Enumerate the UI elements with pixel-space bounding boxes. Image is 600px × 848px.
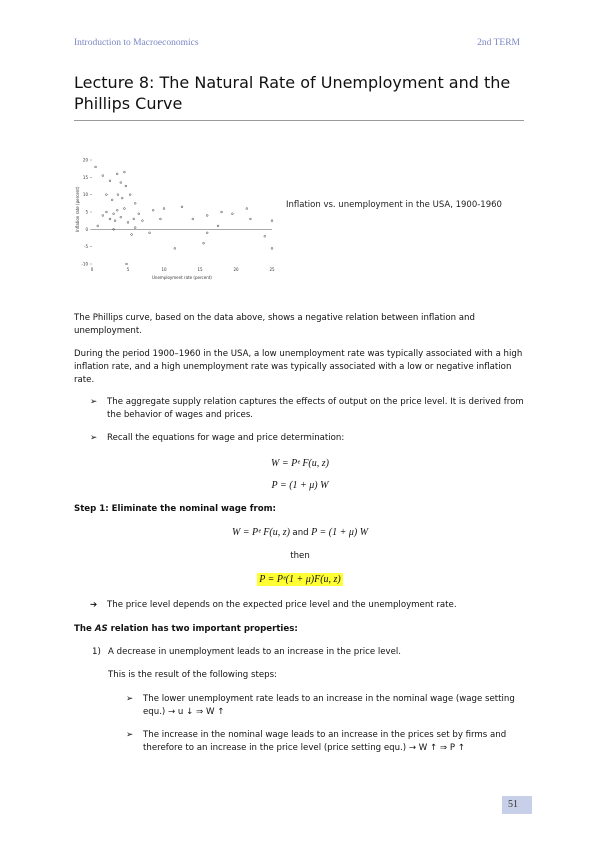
data-point [134, 202, 136, 204]
x-tick-label: 25 [269, 267, 275, 272]
equation-as-relation: P = Pᵉ(1 + μ)F(u, z) [259, 574, 341, 585]
x-tick-label: 0 [90, 267, 94, 272]
data-point [149, 232, 151, 234]
data-point [217, 225, 219, 227]
data-point [114, 220, 116, 222]
x-axis-label: Unemployment rate (percent) [152, 275, 212, 280]
equation-wage-inline: W = Pᵉ F(u, z) [231, 527, 290, 538]
data-point [109, 218, 111, 220]
y-axis-label: Inflation rate (percent) [75, 186, 80, 232]
data-point [246, 208, 248, 210]
data-point [102, 175, 104, 177]
list-item-1-text: A decrease in unemployment leads to an increase in the price level. [108, 647, 402, 657]
title-divider [74, 120, 524, 121]
bullet-marker: ➢ [90, 433, 98, 443]
sub-bullet-price [126, 729, 531, 755]
data-point [116, 173, 118, 175]
bullet-marker: ➢ [126, 694, 134, 704]
step1-heading: Step 1: Eliminate the nominal wage from: [74, 504, 276, 514]
header-term: 2nd TERM [477, 38, 520, 48]
data-point [120, 182, 122, 184]
data-point [124, 208, 126, 210]
y-tick-label: -10 [81, 261, 88, 267]
x-tick-label: 10 [161, 267, 167, 272]
y-tick-label: 0 [85, 226, 88, 232]
data-point [120, 216, 122, 218]
data-point [181, 206, 183, 208]
data-point [95, 166, 97, 168]
data-point [264, 235, 266, 237]
data-point [271, 248, 273, 250]
page-title: Lecture 8: The Natural Rate of Unemployment and the Phillips Curve [74, 73, 511, 113]
bullet-aggregate-supply [90, 396, 530, 422]
data-point [111, 199, 113, 201]
equation-price-inline: P = (1 + μ) W [311, 527, 369, 538]
as-properties-heading [74, 623, 529, 636]
equation-and: and [292, 528, 309, 538]
x-tick-label: 15 [197, 267, 203, 272]
y-tick-label: 20 [82, 157, 88, 163]
x-tick-label: 5 [126, 267, 130, 272]
data-point [109, 180, 111, 182]
paragraph-period-1900-1960: During the period 1900–1960 in the USA, a low unemployment rate was typically associated with a high inflation rate, and a high unemployment rate was typically associated with a low or negative inflation rate. [74, 349, 523, 385]
data-point [271, 220, 273, 222]
data-point [131, 234, 133, 236]
data-point [206, 232, 208, 234]
data-point [127, 222, 129, 224]
list-number-1: 1) [92, 647, 101, 657]
sub-bullet-text: The lower unemployment rate leads to an increase in the nominal wage (wage setting equ.) → u ↓ ⇒ W ↑ [143, 694, 515, 717]
equation-wage: W = Pᵉ F(u, z) [271, 458, 329, 469]
data-point [124, 171, 126, 173]
note-price-level [90, 599, 530, 612]
data-point [160, 218, 162, 220]
data-point [203, 242, 205, 244]
sub-bullet-wage [126, 693, 531, 719]
chart-marks [81, 158, 275, 273]
y-tick-label: 10 [82, 192, 88, 198]
data-point [192, 218, 194, 220]
y-tick-label: 5 [85, 209, 88, 215]
x-tick-label: 20 [233, 267, 239, 272]
as-heading-em: AS [94, 624, 108, 634]
data-point [126, 263, 128, 265]
data-point [125, 185, 127, 187]
data-point [142, 220, 144, 222]
data-point [116, 209, 118, 211]
y-tick-label: -5 [84, 244, 88, 250]
steps-intro: This is the result of the following steps: [108, 670, 277, 680]
bullet-text: The aggregate supply relation captures the effects of output on the price level. It is derived from the behavior of wages and prices. [107, 397, 524, 420]
data-point [102, 215, 104, 217]
phillips-scatter-chart [75, 152, 280, 280]
data-point [174, 248, 176, 250]
figure-caption: Inflation vs. unemployment in the USA, 1900-1960 [286, 200, 502, 210]
data-point [250, 218, 252, 220]
data-point [138, 213, 140, 215]
y-tick-label: 15 [82, 174, 88, 180]
sub-bullet-text: The increase in the nominal wage leads to an increase in the prices set by firms and therefore to an increase in the price level (price setting equ.) → W ↑ ⇒ P ↑ [143, 730, 507, 753]
data-point [117, 194, 119, 196]
data-point [106, 194, 108, 196]
data-point [232, 213, 234, 215]
data-point [206, 215, 208, 217]
data-point [133, 218, 135, 220]
equation-price: P = (1 + μ) W [271, 480, 329, 491]
data-point [221, 211, 223, 213]
bullet-text: Recall the equations for wage and price determination: [107, 433, 345, 443]
equation-pair [0, 527, 600, 538]
bullet-recall-equations [90, 432, 530, 445]
data-point [121, 197, 123, 199]
paragraph-phillips-curve: The Phillips curve, based on the data above, shows a negative relation between inflation and unemployment. [74, 313, 475, 336]
bullet-marker: ➢ [90, 397, 98, 407]
header-course-title: Introduction to Macroeconomics [74, 38, 199, 48]
bullet-marker: ➢ [126, 730, 134, 740]
data-point [113, 213, 115, 215]
note-text: The price level depends on the expected price level and the unemployment rate. [107, 600, 457, 610]
data-point [152, 209, 154, 211]
data-point [97, 225, 99, 227]
data-point [129, 194, 131, 196]
arrow-marker: ➔ [90, 600, 98, 610]
equation-as-relation-wrap [0, 574, 600, 585]
data-point [106, 211, 108, 213]
then-label: then [290, 551, 310, 561]
as-heading-pre: The [74, 624, 95, 634]
as-heading-post: relation has two important properties: [107, 624, 298, 634]
data-point [134, 227, 136, 229]
page-number: 51 [508, 799, 518, 810]
data-point [163, 208, 165, 210]
